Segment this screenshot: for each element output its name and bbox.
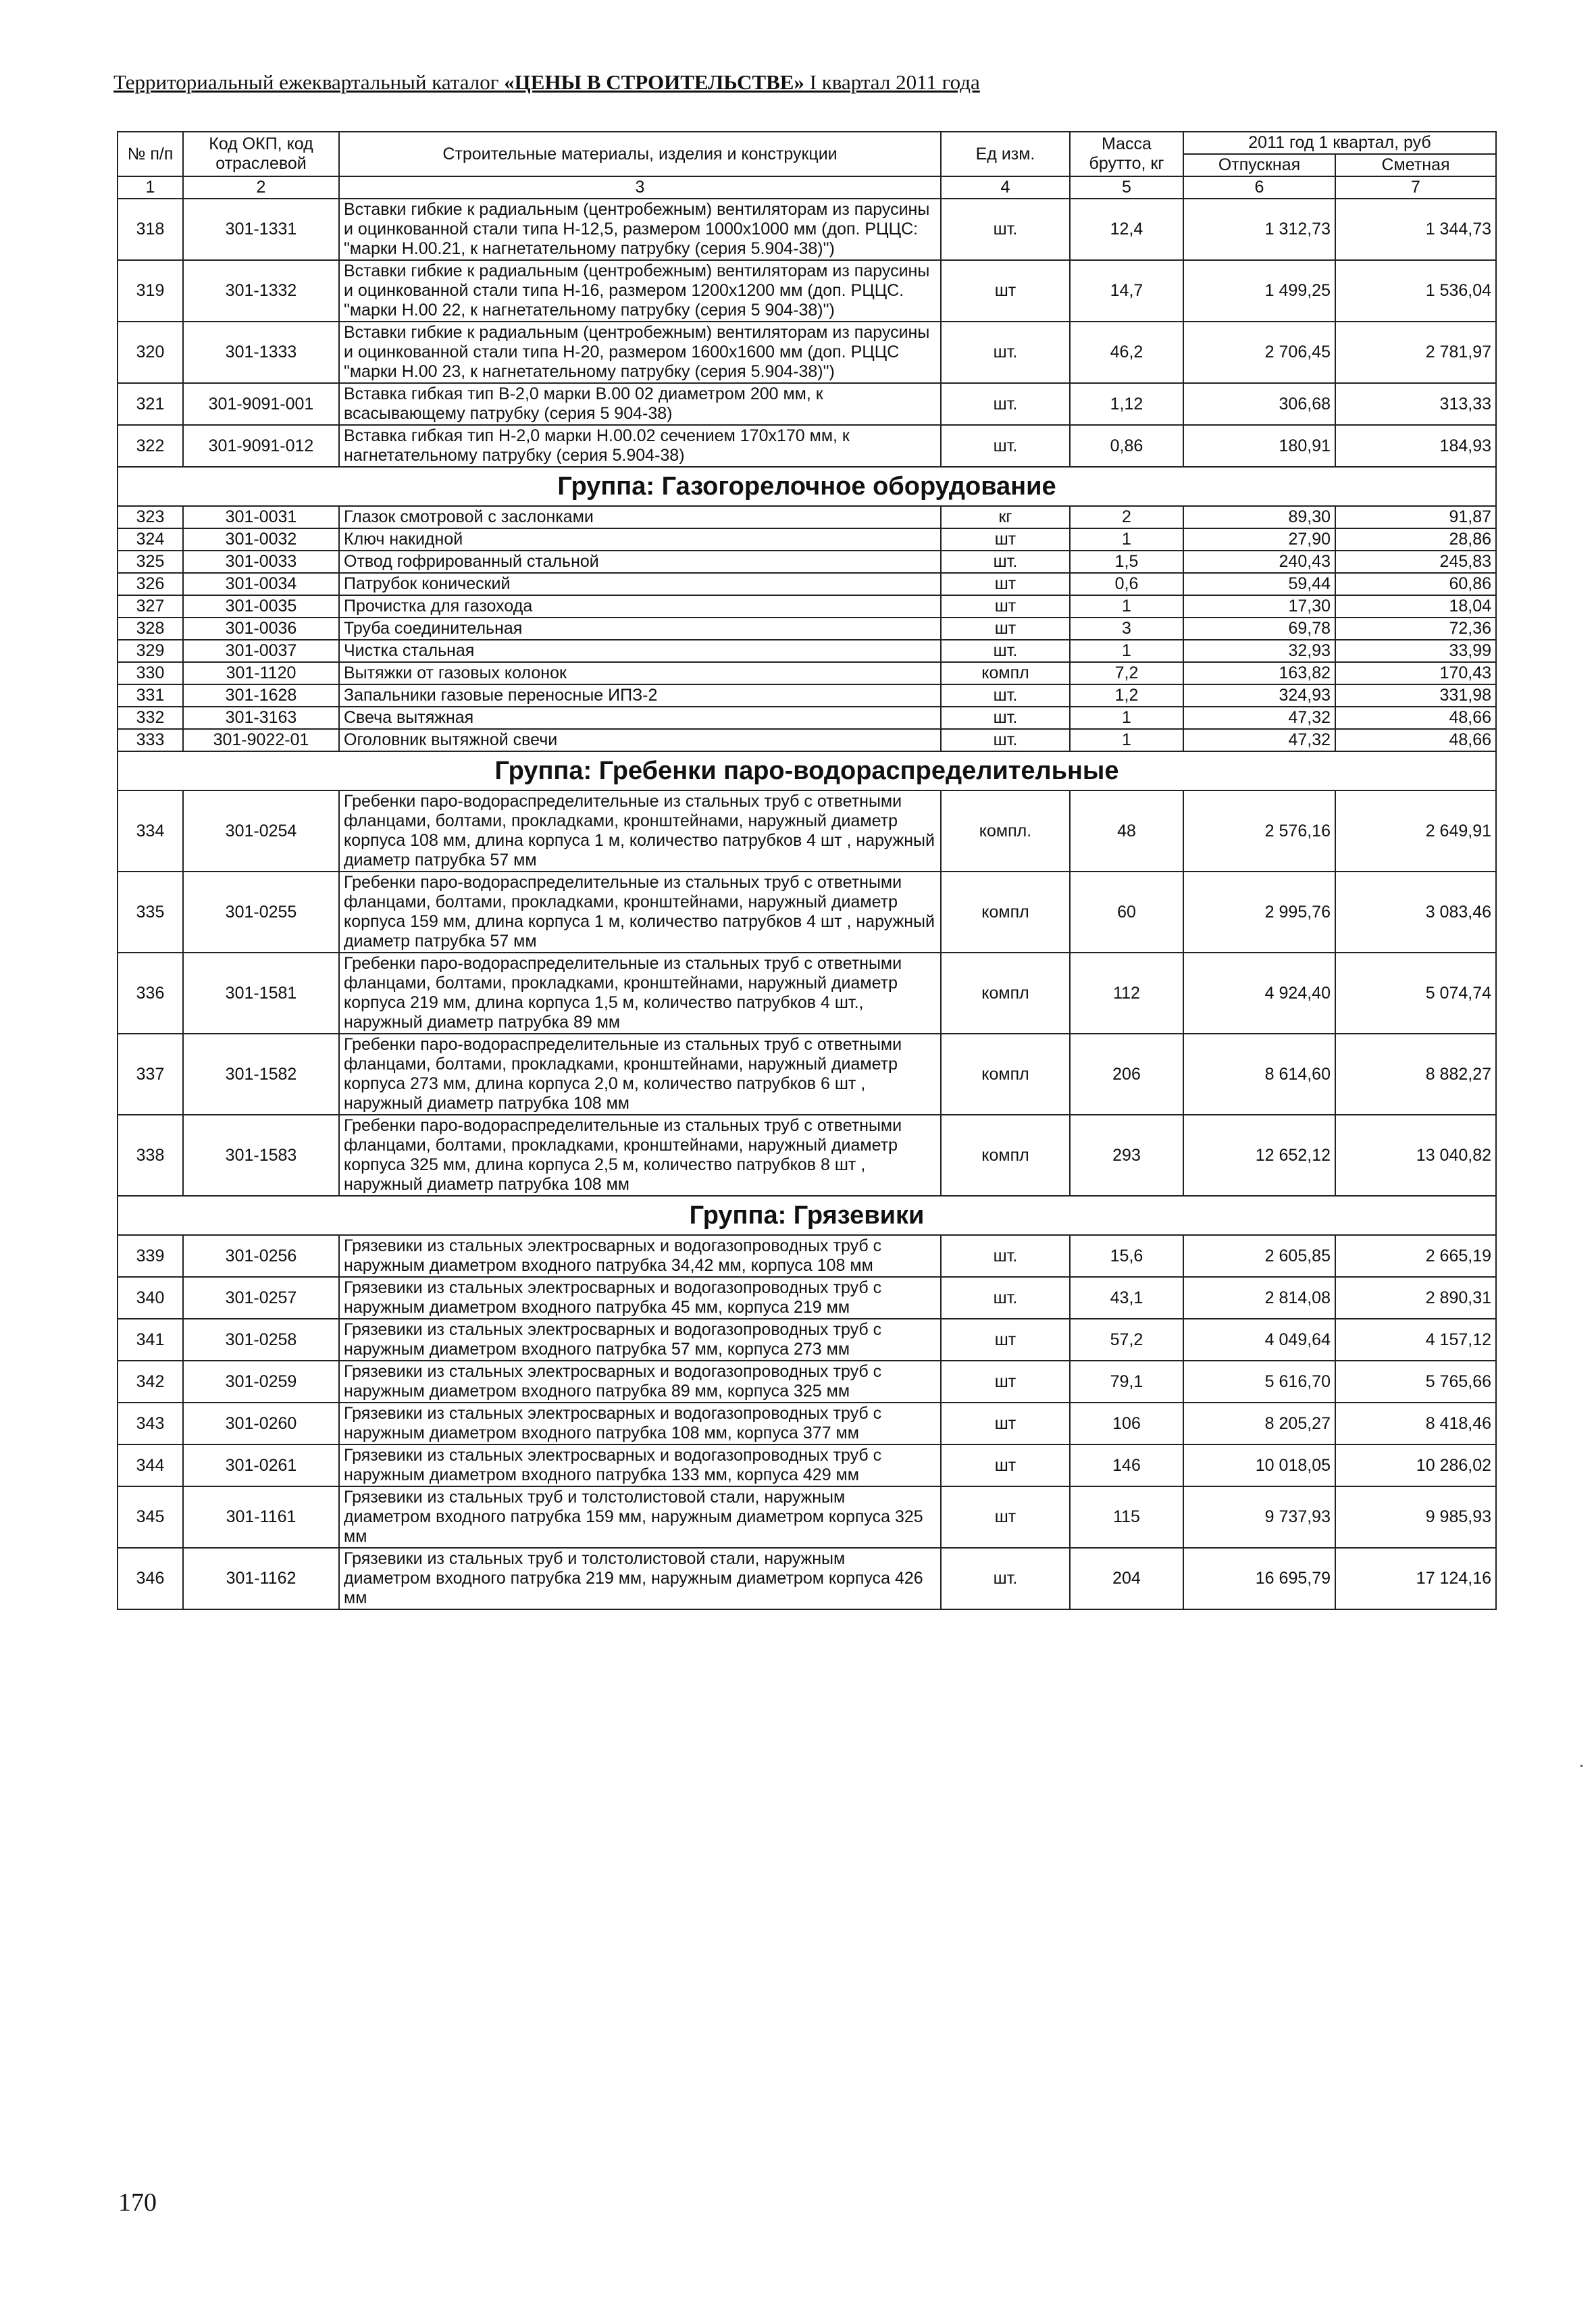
row-release-price: 2 814,08 (1183, 1277, 1335, 1319)
row-release-price: 8 614,60 (1183, 1034, 1335, 1115)
row-mass: 204 (1070, 1548, 1183, 1609)
scan-speck (1580, 1765, 1582, 1767)
row-code: 301-9091-012 (183, 425, 339, 467)
row-unit: кг (941, 506, 1070, 528)
row-number: 346 (118, 1548, 183, 1609)
table-row (118, 260, 1496, 322)
row-estimate-price: 18,04 (1335, 595, 1496, 618)
row-name: Гребенки паро-водораспределительные из стальных труб с ответными фланцами, болтами, прокладками, кронштейнами, наружный диаметр корпуса 219 мм, длина корпуса 1,5 м, количество патрубков 4 шт., наружный диаметр патрубка 89 мм (339, 953, 941, 1034)
row-code: 301-0256 (183, 1235, 339, 1277)
row-number: 334 (118, 790, 183, 872)
row-name: Гребенки паро-водораспределительные из стальных труб с ответными фланцами, болтами, прокладками, кронштейнами, наружный диаметр корпуса 159 мм, длина корпуса 1 м, количество патрубков 4 шт , наружный диаметр патрубка 57 мм (339, 872, 941, 953)
row-estimate-price: 2 890,31 (1335, 1277, 1496, 1319)
table-row (118, 1486, 1496, 1548)
row-mass: 1,12 (1070, 383, 1183, 425)
row-code: 301-1161 (183, 1486, 339, 1548)
row-name: Вставки гибкие к радиальным (центробежным) вентиляторам из парусины и оцинкованной стали типа Н-20, размером 1600х1600 мм (доп. РЦЦС "марки Н.00 23, к нагнетательному патрубку (серия 5.904-38)") (339, 322, 941, 383)
row-release-price: 12 652,12 (1183, 1115, 1335, 1196)
row-release-price: 2 576,16 (1183, 790, 1335, 872)
row-unit: шт (941, 1486, 1070, 1548)
row-name: Свеча вытяжная (339, 707, 941, 729)
row-code: 301-0033 (183, 551, 339, 573)
row-mass: 1,2 (1070, 684, 1183, 707)
column-number: 4 (941, 176, 1070, 199)
row-code: 301-0254 (183, 790, 339, 872)
table-row (118, 1361, 1496, 1403)
row-number: 326 (118, 573, 183, 595)
row-mass: 79,1 (1070, 1361, 1183, 1403)
row-unit: шт. (941, 640, 1070, 662)
col-estimate-header: Сметная (1335, 154, 1496, 176)
row-name: Вставки гибкие к радиальным (центробежным) вентиляторам из парусины и оцинкованной стали типа Н-12,5, размером 1000х1000 мм (доп. РЦЦС: "марки Н.00.21, к нагнетательному патрубку (серия 5.904-38)") (339, 199, 941, 260)
row-mass: 60 (1070, 872, 1183, 953)
row-estimate-price: 1 536,04 (1335, 260, 1496, 322)
catalog-table (117, 131, 1497, 1610)
row-number: 343 (118, 1403, 183, 1444)
row-estimate-price: 33,99 (1335, 640, 1496, 662)
row-release-price: 17,30 (1183, 595, 1335, 618)
row-release-price: 9 737,93 (1183, 1486, 1335, 1548)
column-number: 1 (118, 176, 183, 199)
column-number: 5 (1070, 176, 1183, 199)
row-estimate-price: 91,87 (1335, 506, 1496, 528)
row-mass: 146 (1070, 1444, 1183, 1486)
row-mass: 43,1 (1070, 1277, 1183, 1319)
row-estimate-price: 8 882,27 (1335, 1034, 1496, 1115)
row-code: 301-0035 (183, 595, 339, 618)
row-number: 323 (118, 506, 183, 528)
row-estimate-price: 1 344,73 (1335, 199, 1496, 260)
table-row (118, 1034, 1496, 1115)
page-number: 170 (118, 2188, 157, 2217)
row-estimate-price: 5 074,74 (1335, 953, 1496, 1034)
row-code: 301-0255 (183, 872, 339, 953)
row-number: 328 (118, 618, 183, 640)
row-mass: 48 (1070, 790, 1183, 872)
row-mass: 293 (1070, 1115, 1183, 1196)
row-mass: 12,4 (1070, 199, 1183, 260)
row-estimate-price: 184,93 (1335, 425, 1496, 467)
col-release-header: Отпускная (1183, 154, 1335, 176)
row-unit: шт. (941, 383, 1070, 425)
col-num-header: № п/п (118, 132, 183, 176)
row-name: Грязевики из стальных электросварных и водогазопроводных труб с наружным диаметром входного патрубка 45 мм, корпуса 219 мм (339, 1277, 941, 1319)
row-number: 339 (118, 1235, 183, 1277)
row-estimate-price: 13 040,82 (1335, 1115, 1496, 1196)
row-number: 345 (118, 1486, 183, 1548)
header-prefix: Территориальный ежеквартальный каталог (113, 70, 505, 94)
row-unit: шт. (941, 199, 1070, 260)
group-title: Группа: Газогорелочное оборудование (118, 467, 1496, 506)
row-release-price: 10 018,05 (1183, 1444, 1335, 1486)
row-release-price: 16 695,79 (1183, 1548, 1335, 1609)
row-unit: шт. (941, 425, 1070, 467)
group-row (118, 467, 1496, 506)
row-mass: 1 (1070, 528, 1183, 551)
row-estimate-price: 8 418,46 (1335, 1403, 1496, 1444)
table-row (118, 573, 1496, 595)
table-row (118, 551, 1496, 573)
row-mass: 0,86 (1070, 425, 1183, 467)
row-name: Чистка стальная (339, 640, 941, 662)
row-name: Прочистка для газохода (339, 595, 941, 618)
row-code: 301-3163 (183, 707, 339, 729)
row-estimate-price: 170,43 (1335, 662, 1496, 684)
group-title: Группа: Грязевики (118, 1196, 1496, 1235)
row-number: 342 (118, 1361, 183, 1403)
row-number: 320 (118, 322, 183, 383)
row-release-price: 47,32 (1183, 707, 1335, 729)
row-estimate-price: 4 157,12 (1335, 1319, 1496, 1361)
row-number: 332 (118, 707, 183, 729)
group-row (118, 751, 1496, 790)
row-mass: 14,7 (1070, 260, 1183, 322)
row-release-price: 27,90 (1183, 528, 1335, 551)
column-number: 7 (1335, 176, 1496, 199)
table-row (118, 1115, 1496, 1196)
row-estimate-price: 2 781,97 (1335, 322, 1496, 383)
group-title: Группа: Гребенки паро-водораспределительные (118, 751, 1496, 790)
row-name: Запальники газовые переносные ИПЗ-2 (339, 684, 941, 707)
table-row (118, 662, 1496, 684)
row-number: 325 (118, 551, 183, 573)
row-mass: 1,5 (1070, 551, 1183, 573)
row-number: 341 (118, 1319, 183, 1361)
row-number: 327 (118, 595, 183, 618)
col-name-header: Строительные материалы, изделия и конструкции (339, 132, 941, 176)
table-body (118, 176, 1496, 1609)
row-estimate-price: 72,36 (1335, 618, 1496, 640)
row-name: Гребенки паро-водораспределительные из стальных труб с ответными фланцами, болтами, прокладками, кронштейнами, наружный диаметр корпуса 325 мм, длина корпуса 2,5 м, количество патрубков 8 шт , наружный диаметр патрубка 108 мм (339, 1115, 941, 1196)
row-name: Грязевики из стальных электросварных и водогазопроводных труб с наружным диаметром входного патрубка 34,42 мм, корпуса 108 мм (339, 1235, 941, 1277)
row-code: 301-1583 (183, 1115, 339, 1196)
row-name: Грязевики из стальных электросварных и водогазопроводных труб с наружным диаметром входного патрубка 57 мм, корпуса 273 мм (339, 1319, 941, 1361)
table-row (118, 1548, 1496, 1609)
row-release-price: 32,93 (1183, 640, 1335, 662)
row-number: 324 (118, 528, 183, 551)
row-mass: 57,2 (1070, 1319, 1183, 1361)
column-number: 3 (339, 176, 941, 199)
row-name: Глазок смотровой с заслонками (339, 506, 941, 528)
row-estimate-price: 3 083,46 (1335, 872, 1496, 953)
table-row (118, 322, 1496, 383)
table-row (118, 528, 1496, 551)
row-code: 301-1628 (183, 684, 339, 707)
row-mass: 3 (1070, 618, 1183, 640)
row-estimate-price: 60,86 (1335, 573, 1496, 595)
row-mass: 115 (1070, 1486, 1183, 1548)
col-unit-header: Ед изм. (941, 132, 1070, 176)
row-release-price: 2 995,76 (1183, 872, 1335, 953)
row-unit: компл (941, 662, 1070, 684)
row-mass: 0,6 (1070, 573, 1183, 595)
row-mass: 106 (1070, 1403, 1183, 1444)
row-name: Грязевики из стальных труб и толстолистовой стали, наружным диаметром входного патрубка 159 мм, наружным диаметром корпуса 325 мм (339, 1486, 941, 1548)
row-release-price: 47,32 (1183, 729, 1335, 751)
row-number: 322 (118, 425, 183, 467)
row-release-price: 2 605,85 (1183, 1235, 1335, 1277)
col-code-header: Код ОКП, код отраслевой (183, 132, 339, 176)
row-name: Грязевики из стальных электросварных и водогазопроводных труб с наружным диаметром входного патрубка 133 мм, корпуса 429 мм (339, 1444, 941, 1486)
row-release-price: 89,30 (1183, 506, 1335, 528)
table-row (118, 425, 1496, 467)
header-title: «ЦЕНЫ В СТРОИТЕЛЬСТВЕ» (504, 70, 804, 94)
row-code: 301-1333 (183, 322, 339, 383)
row-estimate-price: 28,86 (1335, 528, 1496, 551)
column-number-row (118, 176, 1496, 199)
col-mass-header: Масса брутто, кг (1070, 132, 1183, 176)
row-code: 301-9022-01 (183, 729, 339, 751)
table-row (118, 729, 1496, 751)
row-release-price: 4 924,40 (1183, 953, 1335, 1034)
row-name: Труба соединительная (339, 618, 941, 640)
row-code: 301-0031 (183, 506, 339, 528)
row-number: 338 (118, 1115, 183, 1196)
row-release-price: 306,68 (1183, 383, 1335, 425)
table-row (118, 684, 1496, 707)
row-unit: компл (941, 1115, 1070, 1196)
row-name: Ключ накидной (339, 528, 941, 551)
row-number: 344 (118, 1444, 183, 1486)
row-name: Грязевики из стальных труб и толстолистовой стали, наружным диаметром входного патрубка 219 мм, наружным диаметром корпуса 426 мм (339, 1548, 941, 1609)
row-code: 301-1332 (183, 260, 339, 322)
row-code: 301-0258 (183, 1319, 339, 1361)
table-row (118, 1235, 1496, 1277)
row-code: 301-1581 (183, 953, 339, 1034)
row-unit: шт (941, 1403, 1070, 1444)
table-row (118, 1319, 1496, 1361)
row-code: 301-0257 (183, 1277, 339, 1319)
row-mass: 7,2 (1070, 662, 1183, 684)
page-header (113, 70, 1498, 95)
row-number: 318 (118, 199, 183, 260)
table-row (118, 199, 1496, 260)
row-number: 321 (118, 383, 183, 425)
row-estimate-price: 5 765,66 (1335, 1361, 1496, 1403)
row-code: 301-9091-001 (183, 383, 339, 425)
row-name: Оголовник вытяжной свечи (339, 729, 941, 751)
row-number: 329 (118, 640, 183, 662)
row-unit: шт. (941, 322, 1070, 383)
row-unit: шт. (941, 1235, 1070, 1277)
row-estimate-price: 17 124,16 (1335, 1548, 1496, 1609)
row-mass: 1 (1070, 595, 1183, 618)
row-estimate-price: 245,83 (1335, 551, 1496, 573)
table-row (118, 595, 1496, 618)
row-code: 301-0034 (183, 573, 339, 595)
row-code: 301-0259 (183, 1361, 339, 1403)
row-mass: 1 (1070, 640, 1183, 662)
table-row (118, 506, 1496, 528)
table-row (118, 953, 1496, 1034)
row-code: 301-1162 (183, 1548, 339, 1609)
row-number: 319 (118, 260, 183, 322)
table-row (118, 640, 1496, 662)
row-unit: шт (941, 573, 1070, 595)
table-row (118, 383, 1496, 425)
row-name: Гребенки паро-водораспределительные из стальных труб с ответными фланцами, болтами, прокладками, кронштейнами, наружный диаметр корпуса 108 мм, длина корпуса 1 м, количество патрубков 4 шт , наружный диаметр патрубка 57 мм (339, 790, 941, 872)
row-unit: шт (941, 1361, 1070, 1403)
row-release-price: 180,91 (1183, 425, 1335, 467)
table-row (118, 1277, 1496, 1319)
row-name: Гребенки паро-водораспределительные из стальных труб с ответными фланцами, болтами, прокладками, кронштейнами, наружный диаметр корпуса 273 мм, длина корпуса 2,0 м, количество патрубков 6 шт , наружный диаметр патрубка 108 мм (339, 1034, 941, 1115)
row-unit: шт (941, 618, 1070, 640)
row-release-price: 4 049,64 (1183, 1319, 1335, 1361)
row-unit: шт. (941, 707, 1070, 729)
row-unit: шт. (941, 1277, 1070, 1319)
row-code: 301-1120 (183, 662, 339, 684)
row-number: 337 (118, 1034, 183, 1115)
row-release-price: 240,43 (1183, 551, 1335, 573)
row-unit: шт (941, 1444, 1070, 1486)
table-row (118, 618, 1496, 640)
group-row (118, 1196, 1496, 1235)
row-estimate-price: 48,66 (1335, 707, 1496, 729)
row-name: Грязевики из стальных электросварных и водогазопроводных труб с наружным диаметром входного патрубка 89 мм, корпуса 325 мм (339, 1361, 941, 1403)
row-estimate-price: 2 665,19 (1335, 1235, 1496, 1277)
row-code: 301-1582 (183, 1034, 339, 1115)
row-code: 301-1331 (183, 199, 339, 260)
row-name: Вставка гибкая тип Н-2,0 марки Н.00.02 сечением 170х170 мм, к нагнетательному патрубку (серия 5.904-38) (339, 425, 941, 467)
row-code: 301-0037 (183, 640, 339, 662)
table-row (118, 872, 1496, 953)
row-unit: компл. (941, 790, 1070, 872)
row-code: 301-0260 (183, 1403, 339, 1444)
table-row (118, 1403, 1496, 1444)
row-name: Вытяжки от газовых колонок (339, 662, 941, 684)
table-row (118, 790, 1496, 872)
row-unit: шт (941, 595, 1070, 618)
row-release-price: 5 616,70 (1183, 1361, 1335, 1403)
row-mass: 206 (1070, 1034, 1183, 1115)
row-unit: шт. (941, 684, 1070, 707)
row-estimate-price: 9 985,93 (1335, 1486, 1496, 1548)
row-estimate-price: 331,98 (1335, 684, 1496, 707)
row-release-price: 1 312,73 (1183, 199, 1335, 260)
row-name: Отвод гофрированный стальной (339, 551, 941, 573)
row-code: 301-0032 (183, 528, 339, 551)
row-unit: шт. (941, 729, 1070, 751)
table-row (118, 707, 1496, 729)
row-name: Грязевики из стальных электросварных и водогазопроводных труб с наружным диаметром входного патрубка 108 мм, корпуса 377 мм (339, 1403, 941, 1444)
row-unit: шт (941, 528, 1070, 551)
row-name: Вставки гибкие к радиальным (центробежным) вентиляторам из парусины и оцинкованной стали типа Н-16, размером 1200х1200 мм (доп. РЦЦС. "марки Н.00 22, к нагнетательному патрубку (серия 5 904-38)") (339, 260, 941, 322)
row-number: 340 (118, 1277, 183, 1319)
row-release-price: 1 499,25 (1183, 260, 1335, 322)
row-name: Патрубок конический (339, 573, 941, 595)
table-head (118, 132, 1496, 176)
header-suffix: I квартал 2011 года (804, 70, 980, 94)
row-release-price: 59,44 (1183, 573, 1335, 595)
row-unit: шт. (941, 551, 1070, 573)
row-estimate-price: 2 649,91 (1335, 790, 1496, 872)
row-release-price: 69,78 (1183, 618, 1335, 640)
row-mass: 1 (1070, 729, 1183, 751)
row-code: 301-0261 (183, 1444, 339, 1486)
row-mass: 2 (1070, 506, 1183, 528)
row-unit: шт (941, 260, 1070, 322)
row-code: 301-0036 (183, 618, 339, 640)
row-release-price: 8 205,27 (1183, 1403, 1335, 1444)
column-number: 2 (183, 176, 339, 199)
row-number: 335 (118, 872, 183, 953)
row-release-price: 163,82 (1183, 662, 1335, 684)
row-release-price: 2 706,45 (1183, 322, 1335, 383)
row-unit: компл (941, 1034, 1070, 1115)
row-unit: компл (941, 953, 1070, 1034)
column-number: 6 (1183, 176, 1335, 199)
row-mass: 15,6 (1070, 1235, 1183, 1277)
row-unit: компл (941, 872, 1070, 953)
row-estimate-price: 10 286,02 (1335, 1444, 1496, 1486)
row-number: 331 (118, 684, 183, 707)
row-unit: шт. (941, 1548, 1070, 1609)
row-name: Вставка гибкая тип В-2,0 марки В.00 02 диаметром 200 мм, к всасывающему патрубку (серия 5 904-38) (339, 383, 941, 425)
col-period-header: 2011 год 1 квартал, руб (1183, 132, 1496, 154)
row-mass: 112 (1070, 953, 1183, 1034)
row-estimate-price: 313,33 (1335, 383, 1496, 425)
row-number: 336 (118, 953, 183, 1034)
row-unit: шт (941, 1319, 1070, 1361)
row-mass: 1 (1070, 707, 1183, 729)
row-estimate-price: 48,66 (1335, 729, 1496, 751)
row-release-price: 324,93 (1183, 684, 1335, 707)
row-mass: 46,2 (1070, 322, 1183, 383)
row-number: 333 (118, 729, 183, 751)
row-number: 330 (118, 662, 183, 684)
table-row (118, 1444, 1496, 1486)
